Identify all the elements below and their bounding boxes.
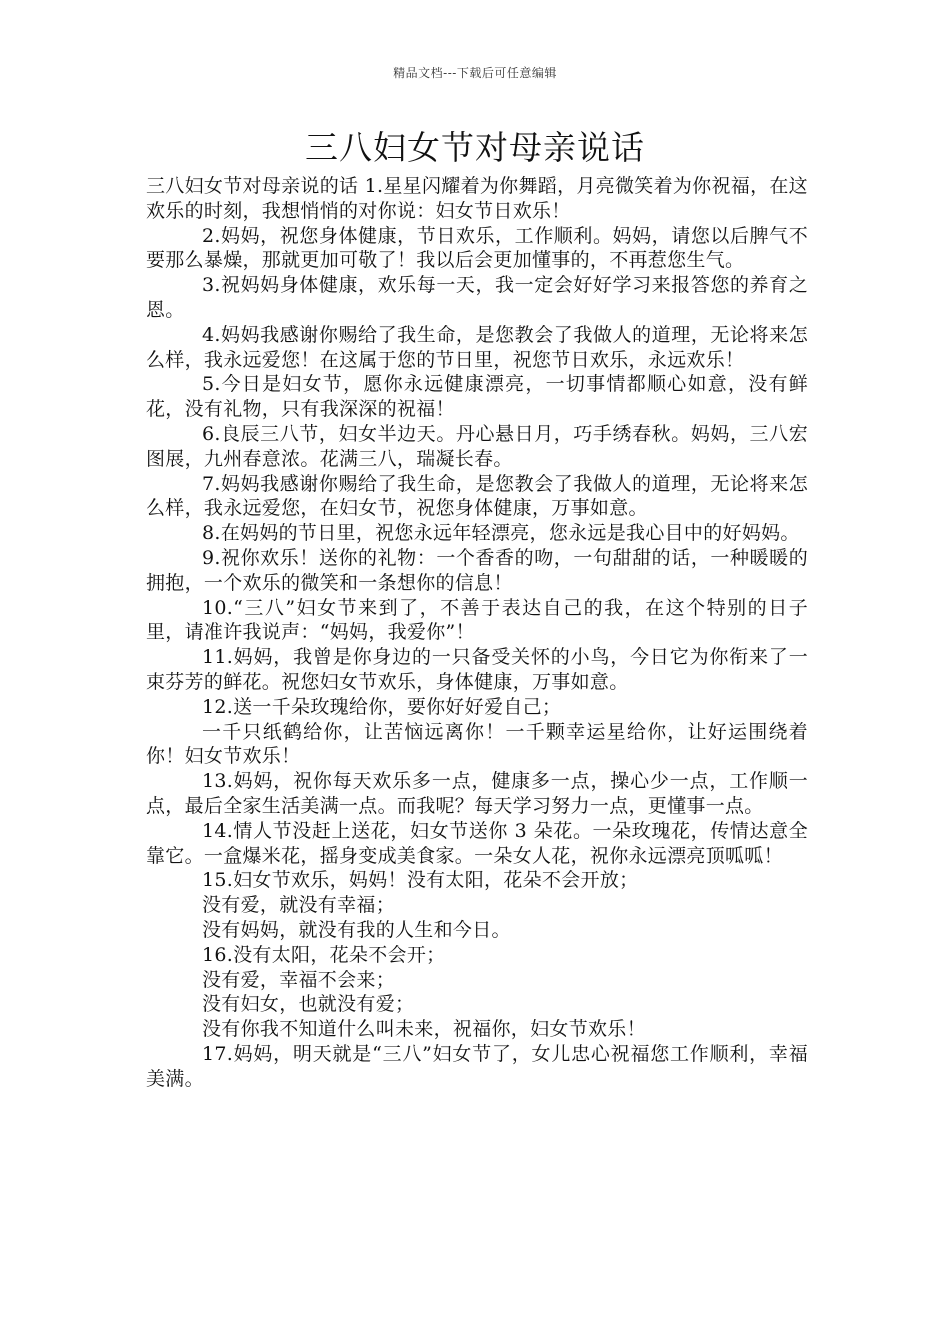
- paragraph: 7.妈妈我感谢你赐给了我生命，是您教会了我做人的道理，无论将来怎么样，我永远爱您，在妇女节，祝您身体健康，万事如意。: [146, 472, 808, 520]
- paragraph: 没有爱，就没有幸福；: [202, 894, 396, 917]
- paragraph: 12.送一千朵玫瑰给你，要你好好爱自己；: [202, 695, 562, 718]
- paragraph: 11.妈妈，我曾是你身边的一只备受关怀的小鸟，今日它为你衔来了一束芬芳的鲜花。祝您妇女节欢乐，身体健康，万事如意。: [146, 646, 808, 693]
- paragraph: 17.妈妈，明天就是“三八”妇女节了，女儿忠心祝福您工作顺利，幸福美满。: [146, 1042, 808, 1090]
- paragraph: 10.“三八”妇女节来到了，不善于表达自己的我，在这个特别的日子里，请准许我说声：“妈妈，我爱你”！: [146, 596, 808, 644]
- paragraph: 没有妈妈，就没有我的人生和今日。: [202, 918, 511, 941]
- paragraph: 一千只纸鹤给你，让苦恼远离你！一千颗幸运星给你，让好运围绕着你！妇女节欢乐！: [146, 720, 808, 768]
- document-title: 三八妇女节对母亲说话: [305, 128, 645, 167]
- paragraph: 没有妇女，也就没有爱；: [202, 993, 415, 1016]
- paragraph: 13.妈妈，祝你每天欢乐多一点，健康多一点，操心少一点，工作顺一点，最后全家生活美满一点。而我呢？每天学习努力一点，更懂事一点。: [146, 770, 808, 817]
- paragraph: 没有你我不知道什么叫未来，祝福你，妇女节欢乐！: [202, 1018, 646, 1041]
- paragraph: 6.良辰三八节，妇女半边天。丹心悬日月，巧手绣春秋。妈妈，三八宏图展，九州春意浓。花满三八，瑞凝长春。: [146, 422, 808, 470]
- paragraph: 9.祝你欢乐！送你的礼物：一个香香的吻，一句甜甜的话，一种暖暖的拥抱，一个欢乐的微笑和一条想你的信息！: [146, 546, 808, 594]
- paragraph: 3.祝妈妈身体健康，欢乐每一天，我一定会好好学习来报答您的养育之恩。: [146, 274, 808, 321]
- paragraph: 2.妈妈，祝您身体健康，节日欢乐，工作顺利。妈妈，请您以后脾气不要那么暴燥，那就更加可敬了！我以后会更加懂事的，不再惹您生气。: [146, 224, 808, 272]
- document-body: [146, 174, 808, 1091]
- paragraph: 4.妈妈我感谢你赐给了我生命，是您教会了我做人的道理，无论将来怎么样，我永远爱您！在这属于您的节日里，祝您节日欢乐，永远欢乐！: [146, 323, 808, 371]
- paragraph: 16.没有太阳，花朵不会开；: [202, 943, 446, 966]
- paragraph: 三八妇女节对母亲说的话 1.星星闪耀着为你舞蹈，月亮微笑着为你祝福，在这欢乐的时刻，我想悄悄的对你说：妇女节日欢乐！: [146, 175, 808, 222]
- paragraph: 14.情人节没赶上送花，妇女节送你 3 朵花。一朵玫瑰花，传情达意全靠它。一盒爆米花，摇身变成美食家。一朵女人花，祝你永远漂亮顶呱呱！: [146, 819, 808, 867]
- paragraph: 没有爱，幸福不会来；: [202, 968, 396, 991]
- paragraph: 15.妇女节欢乐，妈妈！没有太阳，花朵不会开放；: [202, 869, 639, 892]
- paragraph: 8.在妈妈的节日里，祝您永远年轻漂亮，您永远是我心目中的好妈妈。: [202, 522, 800, 545]
- page-header-note: 精品文档---下载后可任意编辑: [393, 66, 557, 80]
- paragraph: 5.今日是妇女节，愿你永远健康漂亮，一切事情都顺心如意，没有鲜花，没有礼物，只有我深深的祝福！: [146, 373, 808, 421]
